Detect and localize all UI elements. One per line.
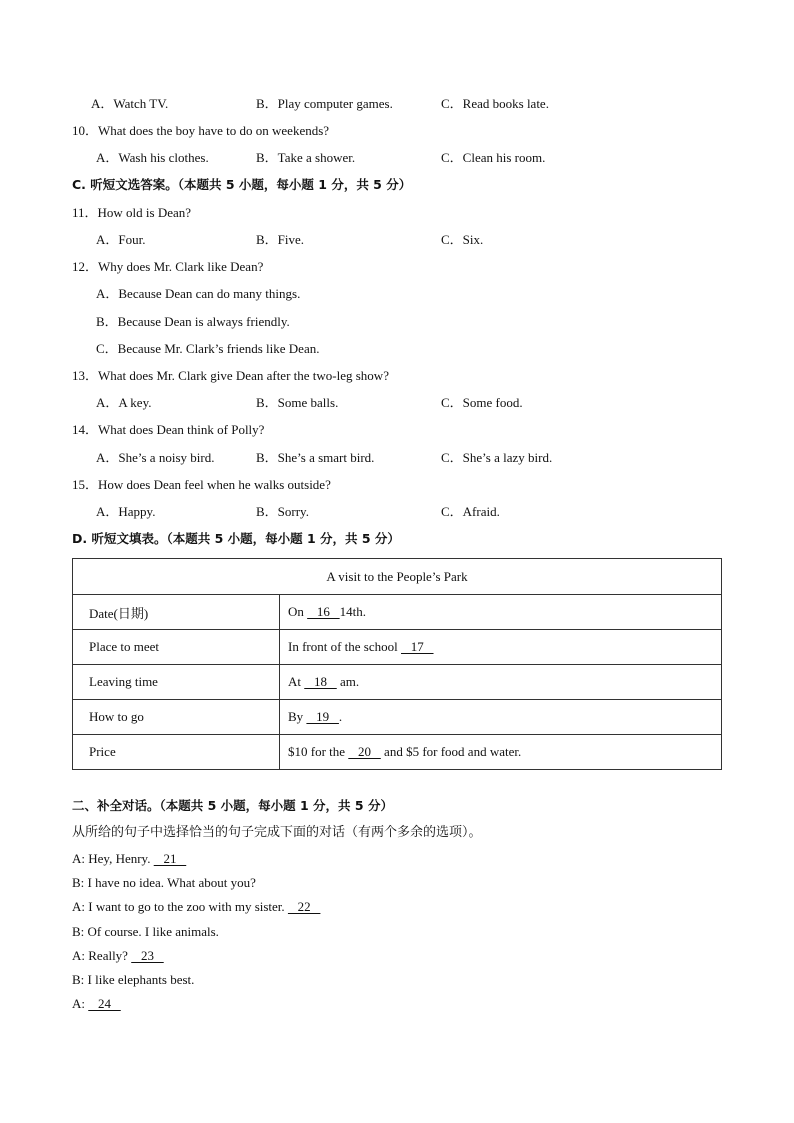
q12-option-c: C．Because Mr. Clark’s friends like Dean.: [96, 341, 320, 356]
q10-option-a: A．Wash his clothes.: [96, 150, 209, 165]
q10-question: 10．What does the boy have to do on weekends?: [72, 123, 330, 138]
cell-text: am.: [336, 674, 360, 689]
cell-text: On: [288, 604, 308, 619]
section-d-title: D. 听短文填表。（本题共 5 小题，每小题 1 分，共 5 分）: [72, 531, 400, 546]
q13-option-a: A．A key.: [96, 395, 152, 410]
q14-question: 14．What does Dean think of Polly?: [72, 422, 265, 437]
row-value-date: [280, 595, 722, 630]
part2-instruction: 从所给的句子中选择恰当的句子完成下面的对话（有两个多余的选项）。: [72, 825, 482, 840]
row-label-how: How to go: [73, 700, 280, 735]
blank-23: 23: [131, 948, 164, 963]
blank-20: 20: [348, 744, 381, 759]
q14-option-a: A．She’s a noisy bird.: [96, 450, 215, 465]
table-title: A visit to the People’s Park: [73, 559, 722, 595]
section-c-title: C. 听短文选答案。（本题共 5 小题，每小题 1 分，共 5 分）: [72, 177, 412, 192]
blank-19: 19: [306, 709, 339, 724]
q12-option-b: B．Because Dean is always friendly.: [96, 314, 290, 329]
q13-option-b: B．Some balls.: [256, 395, 339, 410]
cell-text: and $5 for food and water.: [380, 744, 522, 759]
dialogue-text: A: Really?: [72, 948, 132, 963]
dialogue-line: [72, 850, 186, 868]
dialogue-line: [72, 995, 121, 1013]
q9-option-a: A．Watch TV.: [91, 96, 169, 111]
part2-title: 二、补全对话。（本题共 5 小题，每小题 1 分，共 5 分）: [72, 798, 393, 813]
row-value-price: [280, 735, 722, 770]
table-header-row: [73, 559, 722, 595]
dialogue-text: A: Hey, Henry.: [72, 851, 154, 866]
q9-option-b: B．Play computer games.: [256, 96, 393, 111]
cell-text: $10 for the: [288, 744, 349, 759]
blank-18: 18: [304, 674, 337, 689]
dialogue-line: [72, 898, 320, 916]
blank-17: 17: [401, 639, 434, 654]
dialogue-line: B: I have no idea. What about you?: [72, 875, 256, 890]
dialogue-text: A: I want to go to the zoo with my sister.: [72, 899, 288, 914]
row-value-how: [280, 700, 722, 735]
q12-option-a: A．Because Dean can do many things.: [96, 286, 301, 301]
q11-question: 11．How old is Dean?: [72, 205, 192, 220]
cell-text: At: [288, 674, 305, 689]
q12-question: 12．Why does Mr. Clark like Dean?: [72, 259, 264, 274]
q15-option-c: C．Afraid.: [441, 504, 500, 519]
table-row: [73, 665, 722, 700]
q14-option-c: C．She’s a lazy bird.: [441, 450, 553, 465]
blank-24: 24: [88, 996, 121, 1011]
q11-option-a: A．Four.: [96, 232, 146, 247]
blank-21: 21: [153, 851, 187, 866]
blank-22: 22: [287, 899, 321, 914]
cell-text: By: [288, 709, 307, 724]
row-value-place: [280, 630, 722, 665]
q11-option-c: C．Six.: [441, 232, 484, 247]
row-label-date: Date(日期): [73, 595, 280, 630]
row-label-price: Price: [73, 735, 280, 770]
table-row: [73, 595, 722, 630]
blank-16: 16: [307, 604, 340, 619]
cell-text: .: [338, 709, 343, 724]
q11-option-b: B．Five.: [256, 232, 305, 247]
table-row: [73, 700, 722, 735]
q15-question: 15．How does Dean feel when he walks outside?: [72, 477, 331, 492]
cell-text: 14th.: [339, 604, 367, 619]
q10-option-b: B．Take a shower.: [256, 150, 356, 165]
dialogue-line: B: Of course. I like animals.: [72, 924, 219, 939]
q14-option-b: B．She’s a smart bird.: [256, 450, 375, 465]
q15-option-b: B．Sorry.: [256, 504, 309, 519]
row-label-place: Place to meet: [73, 630, 280, 665]
row-value-leaving: [280, 665, 722, 700]
table-row: [73, 735, 722, 770]
q13-option-c: C．Some food.: [441, 395, 523, 410]
q13-question: 13．What does Mr. Clark give Dean after the two-leg show?: [72, 368, 389, 383]
dialogue-line: B: I like elephants best.: [72, 972, 195, 987]
q15-option-a: A．Happy.: [96, 504, 156, 519]
dialogue-text: A:: [72, 996, 89, 1011]
row-label-leaving: Leaving time: [73, 665, 280, 700]
cell-text: In front of the school: [288, 639, 402, 654]
q10-option-c: C．Clean his room.: [441, 150, 546, 165]
q9-option-c: C．Read books late.: [441, 96, 549, 111]
dialogue-line: [72, 947, 164, 965]
visit-table: [72, 558, 722, 770]
table-row: [73, 630, 722, 665]
